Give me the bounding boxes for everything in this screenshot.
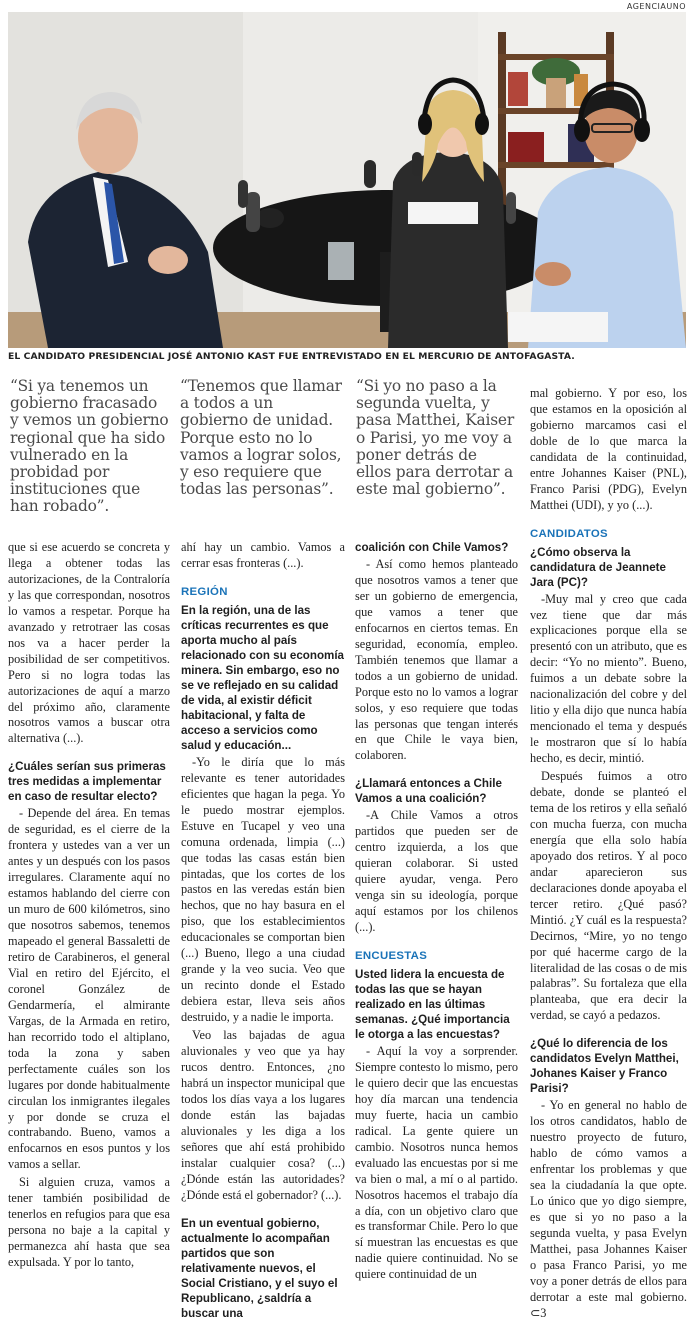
paragraph: ahí hay un cambio. Vamos a cerrar esas fronteras (...). — [181, 540, 345, 570]
interview-question: ¿Llamará entonces a Chile Vamos a una coalición? — [355, 777, 502, 806]
article-column-3 — [355, 540, 518, 1285]
paragraph: - Yo en general no hablo de los otros candidatos, hablo de nuestro proyecto de futuro, hablo de cómo vamos a enfrentar los problemas y que sea la ciudadanía la que opte. Lo único que yo digo siempre, es que si yo no paso a la segunda vuelta, y pasa Evelyn Matthei, pasa Johannes Kaiser o pasa Franco Parisi, yo me voy a poner detrás de ellos para derrotar a este mal gobierno. ⊂3 — [530, 1098, 687, 1320]
interview-question: coalición con Chile Vamos? — [355, 541, 509, 554]
pull-quote-2: “Tenemos que llamar a todos a un gobierno de unidad. Porque esto no lo vamos a lograr solos, y eso requiere que todas las personas”. — [180, 377, 342, 499]
interview-question: Usted lidera la encuesta de todas las que se hayan realizado en las últimas semanas. ¿Qué importancia le otorga a las encuestas? — [355, 967, 510, 1041]
photo-caption: EL CANDIDATO PRESIDENCIAL JOSÉ ANTONIO KAST FUE ENTREVISTADO EN EL MERCURIO DE ANTOFAGASTA. — [8, 351, 575, 362]
interview-scene-illustration — [8, 12, 686, 348]
section-heading-region: REGIÓN — [181, 585, 228, 598]
paragraph: Veo las bajadas de agua aluvionales y veo que ya hay rucos dentro. Entonces, ¿no habrá un inspector municipal que todos los días vaya a los lugares donde están las bajadas aluvionales y les diga a los señores que ahí está prohibido instalar cualquier cosa? (...) ¿Dónde están las autoridades? ¿Dónde está el gobernador? (...). — [181, 1028, 345, 1202]
pull-quote-3: “Si yo no paso a la segunda vuelta, y pasa Matthei, Kaiser o Parisi, yo me voy a poner detrás de ellos para derrotar a este mal gobierno”. — [356, 377, 514, 499]
paragraph: - Aquí la voy a sorprender. Siempre contesto lo mismo, pero le quiero decir que las encuestas hoy día marcan una tendencia muy fuerte, hacia un cambio radical. La gente quiere un cambio. Nosotros nunca hemos evaluado las encuestas por si me va bien o mal, a mí o al partido. Nosotros hacemos el trabajo día a día, con un objetivo claro que es transformar Chile. Pero lo que sí muestran las encuestas es que nadie quiere continuidad. No se quiere continuidad de un — [355, 1043, 518, 1282]
paragraph: -A Chile Vamos a otros partidos que pueden ser de centro izquierda, a los que quieran colaborar. Si usted quiere ayudar, venga. Pero venga sin su ideología, porque aquí estamos por los chilenos (...). — [355, 808, 518, 935]
interview-question: En un eventual gobierno, actualmente lo acompañan partidos que son relativamente nuevos, el Social Cristiano, y el suyo el Republicano, ¿saldría a buscar una — [181, 1216, 338, 1320]
paragraph: Si alguien cruza, vamos a tener también posibilidad de tenerlos en refugios para que esa persona no baje a la capital y permanezca ahí hasta que sea expulsada. Y por lo tanto, — [8, 1175, 170, 1270]
paragraph: - Así como hemos planteado que nosotros vamos a tener que ser un gobierno de emergencia, que vamos a tener que enfocarnos en ciertos temas. En seguridad, economía, empleo. También tenemos que llamar a todos a un gobierno de unidad. Porque esto no lo vamos a lograr solos, y eso requiere que todas las personas que tengan interés en que Chile le vaya bien, colaboren. — [355, 557, 518, 763]
paragraph: -Yo le diría que lo más relevante es tener autoridades eficientes que hagan la pega. Yo le puedo mostrar ejemplos. Estuve en Tucapel y veo una comuna ordenada, limpia (...) que todas las casas están bien pintadas, que los cortes de los pastos en las veredas están bien hechos, que no hay basura en el piso, que los establecimientos educacionales se comportan bien (...) Bueno, llego a una ciudad grande y la veo sucia. Veo que un recinto donde el Estado debiera estar, lleva seis años destruido, y a nadie le importa. — [181, 754, 345, 1025]
interview-question: ¿Qué lo diferencia de los candidatos Evelyn Matthei, Johanes Kaiser y Franco Parisi? — [530, 1037, 679, 1096]
article-column-1 — [8, 540, 170, 1273]
paragraph: mal gobierno. Y por eso, los que estamos en la oposición al gobierno marcamos casi el doble de lo que marca la candidata de la continuidad, entre Johannes Kaiser (PNL), Franco Parisi (PDG), Evelyn Matthei (UDI), y yo (...). — [530, 386, 687, 512]
interview-question: ¿Cómo observa la candidatura de Jeannete Jara (PC)? — [530, 545, 666, 589]
pull-quote-1: “Si ya tenemos un gobierno fracasado y vemos un gobierno regional que ha sido vulnerado en la probidad por instituciones que han robado”. — [10, 377, 169, 516]
interview-photo — [8, 12, 686, 348]
paragraph: que si ese acuerdo se concreta y llega a obtener todas las autorizaciones, de la Contraloría y las que correspondan, nosotros lo vamos a respetar. Porque ha avanzado y retrotraer las cosas nos va a hacer perder la posibilidad de ser competitivos. Pero si no logra todas las autorizaciones de aquí a marzo del próximo año, claramente nosotros vamos a buscar otra alternativa (...). — [8, 540, 170, 746]
paragraph: Después fuimos a otro debate, donde se planteó el tema de los retiros y ella señaló con mucha fuerza, con mucha energía que ella solo había apoyado dos retiros. Y al poco andar aparecieron sus declaraciones donde apoyaba el tercer retiro. ¿Qué pasó? Mintió. ¿Y cuál es la respuesta? Decirnos, “Mire, yo no tengo por qué hacerme cargo de la literalidad de las cosas o de mis palabras”. Su fortaleza que ella planteaba, que era decir la verdad, se cayó a pedazos. — [530, 769, 687, 1023]
article-column-4 — [530, 386, 687, 1324]
paragraph: -Muy mal y creo que cada vez tiene que dar más explicaciones porque ella se presentó con un atributo, que es decir: “Yo no miento”. Bueno, fuimos a un debate sobre la nacionalización del cobre y del litio y ella dijo que nunca había mencionado el tema y después le mostraron que sí lo había hecho, es decir, mintió. — [530, 591, 687, 766]
paragraph: - Depende del área. En temas de seguridad, es el cierre de la frontera y ustedes van a ver un antes y un después con los pasos irregulares. Claramente aquí no estamos hablando del cierre con un muro de 600 kilómetros, sino que nosotros sabemos, tenemos mapeado el general Bassaletti de retiro de Carabineros, el general Vial en retiro del Ejército, el coronel González de Gendarmería, el almirante Vargas, de la Armada en retiro, han recorrido todo el altiplano, toda la zona y saben perfectamente cuáles son los lugares por donde habitualmente circulan los inmigrantes ilegales y por donde se cruza el contrabando. Bueno, vamos a enfocarnos en esos puntos y los vamos a sellar. — [8, 806, 170, 1172]
article-column-2 — [181, 540, 345, 1323]
interview-question: ¿Cuáles serían sus primeras tres medidas a implementar en caso de resultar electo? — [8, 760, 166, 804]
section-heading-encuestas: ENCUESTAS — [355, 950, 428, 963]
section-heading-candidatos: CANDIDATOS — [530, 527, 608, 540]
photo-credit: AGENCIAUNO — [626, 2, 686, 11]
interview-question: En la región, una de las críticas recurrentes es que aporta mucho al país relacionado con su economía minera. Sin embargo, eso no se ve reflejado en su calidad de vida, al existir déficit habitacional, y falta de acceso a servicios como salud y educación... — [181, 603, 344, 752]
